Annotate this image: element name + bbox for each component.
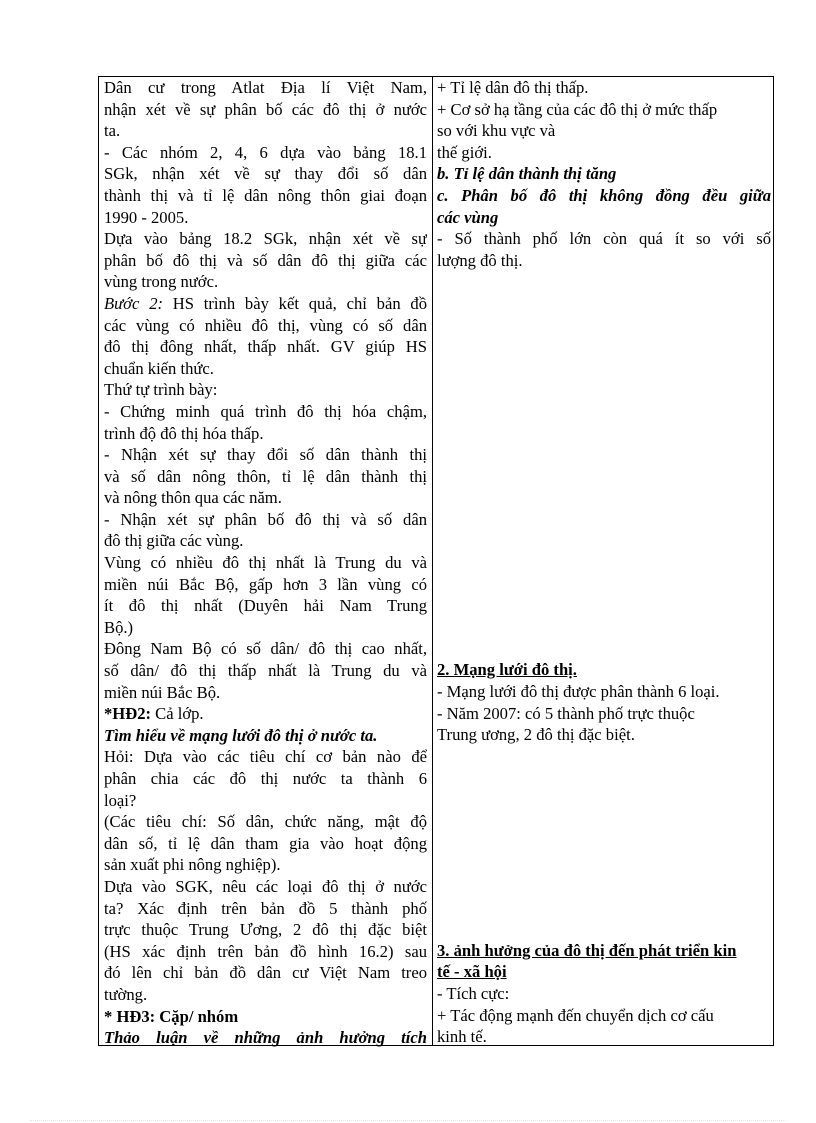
- text-line: 3. ảnh hưởng của đô thị đến phát triển kin: [437, 940, 737, 960]
- text-line: loại?: [104, 790, 137, 810]
- paragraph-criteria: [104, 811, 427, 876]
- paragraph-distribution: [104, 509, 427, 552]
- text-line: (HS xác định trên bản đồ hình 16.2) sau: [104, 941, 427, 961]
- paragraph-groups-task: [104, 142, 427, 228]
- text-line: đó lên chỉ bản đồ dân cư Việt Nam treo: [104, 963, 427, 983]
- activity-2-mode: Cả lớp.: [151, 704, 204, 724]
- paragraph-table-18-2: [104, 228, 427, 293]
- text-line: đô thị giữa các vùng.: [104, 531, 244, 551]
- list-item: kinh tế.: [437, 1027, 487, 1047]
- paragraph-big-cities: [437, 228, 771, 271]
- text-line: phân chia các đô thị nước ta thành 6: [104, 769, 427, 788]
- text-line: chuẩn kiến thức.: [104, 358, 214, 378]
- text-line: các vùng: [437, 207, 499, 227]
- paragraph-most-cities: [104, 552, 427, 638]
- section-2-list: [437, 681, 771, 746]
- presentation-order-label: Thứ tự trình bày:: [104, 380, 218, 400]
- text-line: vùng trong nước.: [104, 272, 219, 292]
- paragraph-city-types: [104, 876, 427, 1006]
- text-line: và nông thôn qua các năm.: [104, 488, 282, 508]
- text-line: (Các tiêu chí: Số dân, chức năng, mật độ: [104, 812, 427, 832]
- text-line: Vùng có nhiều đô thị nhất là Trung du và: [104, 553, 427, 573]
- activity-2-title: Tìm hiểu về mạng lưới đô thị ở nước ta.: [104, 725, 378, 745]
- paragraph-question: [104, 746, 427, 811]
- text-line: - Các nhóm 2, 4, 6 dựa vào bảng 18.1: [104, 142, 427, 162]
- text-line: ta? Xác định trên bản đồ 5 thành phố: [104, 898, 427, 918]
- page-footer-rule: [30, 1120, 786, 1121]
- list-item: - Năm 2007: có 5 thành phố trực thuộc: [437, 703, 695, 723]
- text-line: thành thị và tỉ lệ dân nông thôn giai đoạn: [104, 185, 427, 205]
- list-item: Trung ương, 2 đô thị đặc biệt.: [437, 725, 635, 745]
- text-line: Hỏi: Dựa vào các tiêu chí cơ bản nào để: [104, 747, 427, 767]
- text-line: 1990 - 2005.: [104, 207, 189, 227]
- text-line: nhận xét về sự phân bố các đô thị ở nước: [104, 99, 427, 119]
- text-line: - Chứng minh quá trình đô thị hóa chậm,: [104, 401, 427, 421]
- text-line: Dân cư trong Atlat Địa lí Việt Nam,: [104, 78, 427, 97]
- text-line: tường.: [104, 984, 148, 1004]
- column-divider: [432, 77, 433, 1045]
- list-item: + Tác động mạnh đến chuyển dịch cơ cấu: [437, 1005, 714, 1025]
- paragraph-prove-urbanization: [104, 401, 427, 444]
- text-line: - Số thành phố lớn còn quá ít so với số: [437, 229, 771, 249]
- subheading-urban-rate: b. Tỉ lệ dân thành thị tăng: [437, 164, 617, 184]
- paragraph-southeast: [104, 638, 427, 703]
- paragraph-intro: [104, 77, 427, 142]
- text-line: thế giới.: [437, 142, 492, 162]
- text-line: lượng đô thị.: [437, 250, 523, 270]
- activity-2-label: *HĐ2:: [104, 704, 152, 724]
- text-line: các vùng có nhiều đô thị, vùng có số dân: [104, 315, 427, 335]
- list-item: - Mạng lưới đô thị được phân thành 6 loại.: [437, 681, 720, 701]
- step-2-text: HS trình bày kết quả, chỉ bản đồ: [163, 293, 427, 313]
- text-line: - Nhận xét sự phân bố đô thị và số dân: [104, 509, 427, 529]
- activities-column: [104, 77, 427, 1049]
- text-line: trình độ đô thị hóa thấp.: [104, 423, 264, 443]
- text-line: + Cơ sở hạ tầng của các đô thị ở mức thấp: [437, 99, 718, 119]
- text-line: miền núi Bắc Bộ, gấp hơn 3 lần vùng có: [104, 574, 427, 594]
- text-line: phân bố đô thị và số dân đô thị giữa các: [104, 250, 427, 270]
- text-line: SGk, nhận xét về sự thay đổi số dân: [104, 164, 427, 184]
- section-3-heading: [437, 940, 771, 983]
- text-line: sản xuất phi nông nghiệp).: [104, 855, 281, 875]
- text-line: miền núi Bắc Bộ.: [104, 682, 221, 702]
- spacer: [437, 746, 771, 940]
- activity-3-heading: * HĐ3: Cặp/ nhóm: [104, 1006, 239, 1026]
- content-column: [437, 77, 771, 1048]
- text-line: số dân/ đô thị thấp nhất là Trung du và: [104, 661, 427, 681]
- text-line: + Tỉ lệ dân đô thị thấp.: [437, 78, 589, 97]
- text-line: dân số, tỉ lệ dân tham gia vào hoạt động: [104, 833, 427, 853]
- spacer: [437, 271, 771, 659]
- list-item: - Tích cực:: [437, 983, 510, 1003]
- paragraph-population-change: [104, 444, 427, 509]
- text-line: Dựa vào bảng 18.2 SGk, nhận xét về sự: [104, 229, 427, 249]
- activity-3-title: Thảo luận về những ảnh hưởng tích: [104, 1028, 427, 1048]
- text-line: đô thị đông nhất, thấp nhất. GV giúp HS: [104, 337, 427, 357]
- step-2-label: Bước 2:: [104, 293, 164, 313]
- activity-2-heading: [104, 703, 427, 725]
- text-line: ít đô thị nhất (Duyên hải Nam Trung: [104, 596, 427, 616]
- text-line: Dựa vào SGK, nêu các loại đô thị ở nước: [104, 876, 427, 896]
- subheading-uneven-distribution: [437, 185, 771, 228]
- lesson-table: [98, 76, 774, 1046]
- text-line: và số dân nông thôn, tỉ lệ dân thành thị: [104, 466, 427, 486]
- text-line: so với khu vực và: [437, 121, 556, 141]
- text-line: tế - xã hội: [437, 962, 507, 982]
- text-line: - Nhận xét sự thay đổi số dân thành thị: [104, 445, 427, 465]
- text-line: ta.: [104, 121, 121, 141]
- text-line: [104, 293, 427, 315]
- text-line: Bộ.): [104, 617, 134, 637]
- paragraph-step-2: [104, 293, 427, 379]
- section-3-list: [437, 983, 771, 1048]
- text-line: c. Phân bố đô thị không đồng đều giữa: [437, 185, 771, 205]
- section-2-heading: 2. Mạng lưới đô thị.: [437, 660, 577, 680]
- text-line: Đông Nam Bộ có số dân/ đô thị cao nhất,: [104, 639, 427, 659]
- text-line: trực thuộc Trung Ương, 2 đô thị đặc biệt: [104, 920, 427, 940]
- paragraph-infrastructure: [437, 99, 771, 164]
